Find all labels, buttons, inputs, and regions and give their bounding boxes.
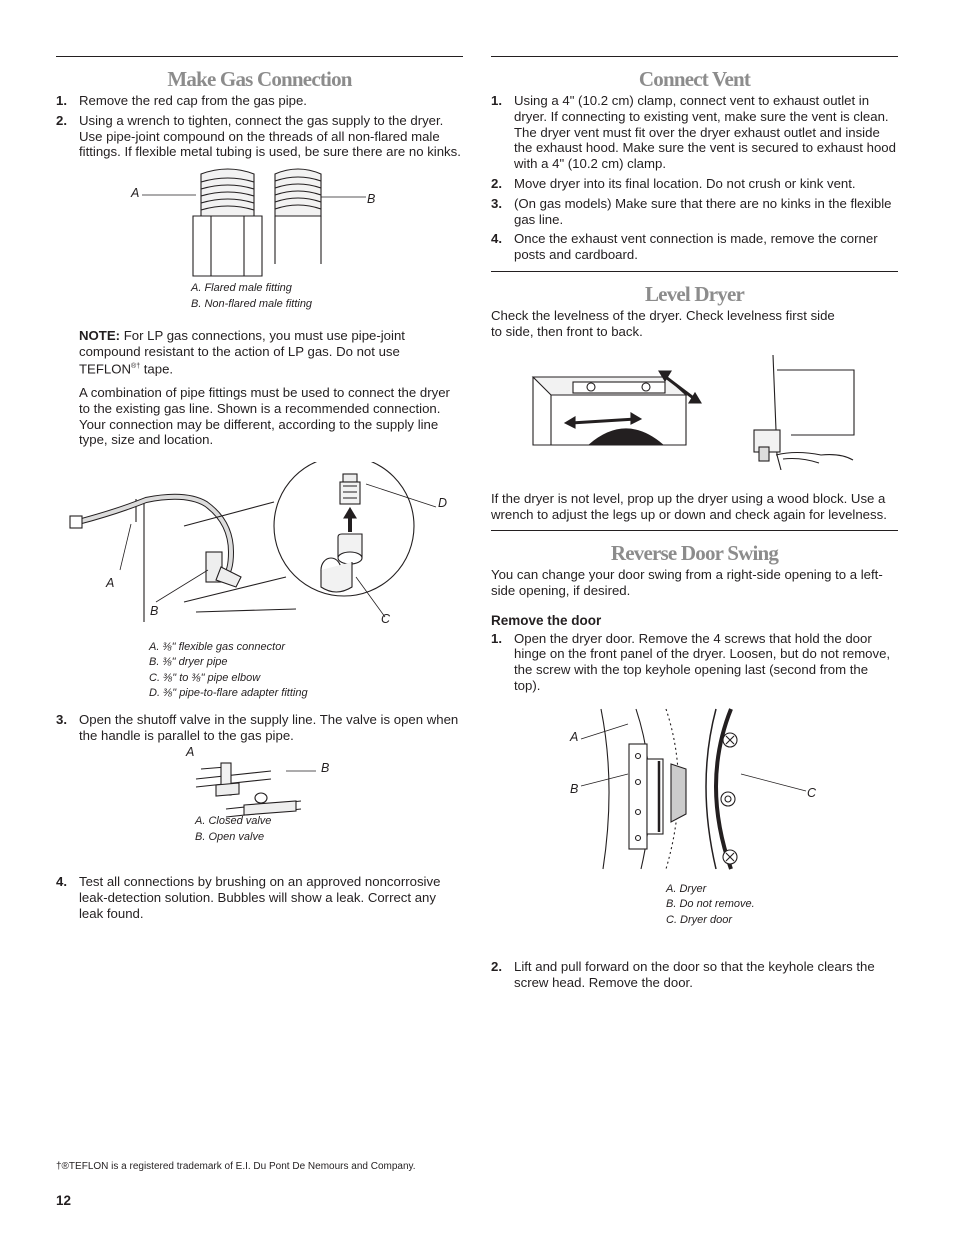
gas-step-3: 3. Open the shutoff valve in the supply line. The valve is open when the handle is parallel to the gas pipe. xyxy=(56,711,459,743)
fig4-label-a: A xyxy=(570,729,579,744)
gas-step-4: 4. Test all connections by brushing on an approved noncorrosive leak-detection solution. Bubbles will show a leak. Correct any leak found. xyxy=(56,874,441,921)
vent-step-1: 1. Using a 4" (10.2 cm) clamp, connect vent to exhaust outlet in dryer. If connecting to existing vent, make sure the vent is clean. The dryer vent must fit over the dryer exhaust outlet and inside the exhaust hood. Make sure the vent is secured to exhaust hood with a 4" (10.2 cm) clamp. xyxy=(491,93,896,172)
fig4-label-b: B xyxy=(570,781,579,796)
section-rule xyxy=(56,56,463,57)
gas-connection-illustration xyxy=(56,462,463,662)
section-rule xyxy=(491,530,898,531)
vent-steps xyxy=(491,93,898,263)
vent-step-4: 4. Once the exhaust vent connection is made, remove the corner posts and cardboard. xyxy=(491,231,878,263)
vent-step-3: 3. (On gas models) Make sure that there are no kinks in the flexible gas line. xyxy=(491,195,892,227)
lp-gas-note: NOTE: For LP gas connections, you must use pipe-joint compound resistant to the action of LP gas. Do not use TEFLON®† tape. xyxy=(79,328,405,377)
left-column xyxy=(56,56,463,926)
teflon-footnote: †®TEFLON is a registered trademark of E.I. Du Pont De Nemours and Company. xyxy=(56,1161,416,1172)
right-column xyxy=(491,56,898,994)
door-hinge-illustration xyxy=(491,704,898,879)
level-adjust-text: If the dryer is not level, prop up the dryer using a wood block. Use a wrench to adjust the legs up or down and check again for levelness. xyxy=(491,491,887,522)
remove-door-heading: Remove the door xyxy=(491,612,602,628)
fig2-label-a: A xyxy=(106,575,115,590)
fig2-label-b: B xyxy=(150,603,159,618)
door-step-2: 2. Lift and pull forward on the door so that the keyhole clears the screw head. Remove the door. xyxy=(491,958,875,990)
gas-connection-figure xyxy=(56,462,463,742)
fittings-illustration xyxy=(56,164,463,284)
vent-step-2: 2. Move dryer into its final location. Do not crush or kink vent. xyxy=(491,175,856,191)
level-dryer-heading: Level Dryer xyxy=(644,281,745,306)
page-number: 12 xyxy=(56,1193,72,1208)
door-step-2-list xyxy=(491,959,898,991)
fig4-label-c: C xyxy=(807,785,817,800)
fig4-caption: A. Dryer B. Do not remove. C. Dryer door xyxy=(666,882,755,926)
door-step-1: 1. Open the dryer door. Remove the 4 screws that hold the door hinge on the front panel of the dryer. Loosen, but do not remove, the screw with the top keyhole opening last (second from the top). xyxy=(491,630,891,693)
fig1-label-b: B xyxy=(367,192,376,207)
section-rule xyxy=(491,271,898,272)
door-hinge-figure xyxy=(491,704,898,959)
door-step-1-list xyxy=(491,631,898,694)
valve-figure xyxy=(56,745,463,874)
gas-step-2: 2. Using a wrench to tighten, connect the gas supply to the dryer. Use pipe-joint compound on the threads of all non-flared male fittings. If flexible metal tubing is used, be sure there are no kinks. xyxy=(56,112,461,160)
section-rule xyxy=(491,56,898,57)
fittings-figure xyxy=(56,164,463,314)
door-intro-text: You can change your door swing from a right-side opening to a left-side opening, if desired. xyxy=(491,567,883,598)
fittings-combination-text: A combination of pipe fittings must be used to connect the dryer to the existing gas line. Shown is a recommended connection. Your connection may be different, according to the supply line type, size and location. xyxy=(79,385,450,448)
reverse-door-swing-heading: Reverse Door Swing xyxy=(610,541,779,566)
gas-steps-1-2 xyxy=(56,93,463,160)
fig2-caption: A. ⅜" flexible gas connector B. ⅜" dryer pipe C. ⅜" to ⅜" pipe elbow D. ⅜" pipe-to-flare adapter fitting xyxy=(149,640,308,699)
level-intro-text: Check the levelness of the dryer. Check levelness first side to side, then front to back. xyxy=(491,307,835,339)
level-illustration xyxy=(491,355,898,470)
fig1-label-a: A xyxy=(131,186,140,201)
fig3-label-b: B xyxy=(321,761,330,776)
level-figure xyxy=(491,355,898,505)
fig1-caption: A. Flared male fitting B. Non-flared male fitting xyxy=(191,282,313,310)
fig3-label-a: A xyxy=(186,745,195,760)
connect-vent-heading: Connect Vent xyxy=(638,67,751,91)
gas-step-3-list xyxy=(56,712,463,744)
fig2-label-c: C xyxy=(381,611,391,626)
gas-step-1: 1. Remove the red cap from the gas pipe. xyxy=(56,93,307,108)
gas-step-4-list xyxy=(56,874,463,921)
make-gas-connection-heading: Make Gas Connection xyxy=(167,67,352,91)
fig3-caption: A. Closed valve B. Open valve xyxy=(195,815,272,843)
fig2-label-d: D xyxy=(438,495,448,510)
